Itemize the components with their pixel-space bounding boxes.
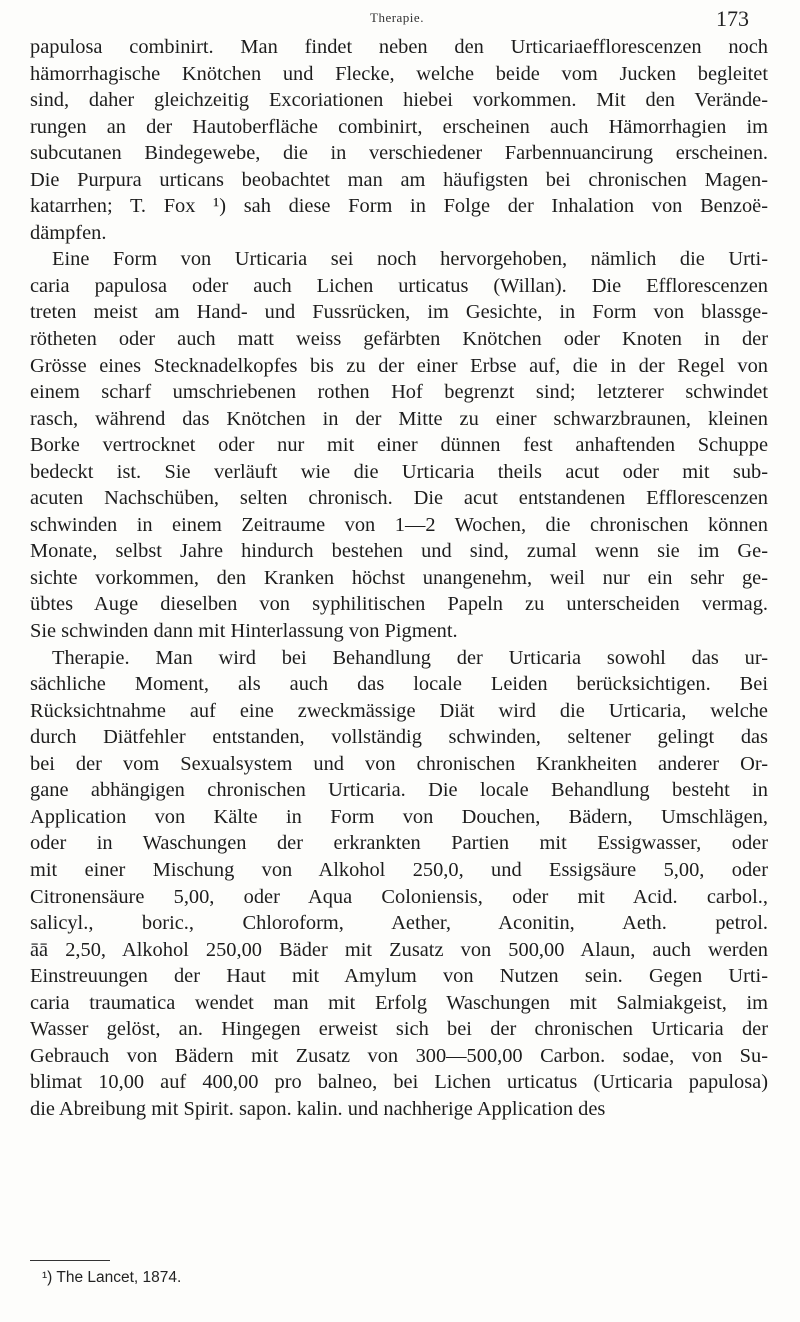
running-head: Therapie. bbox=[370, 10, 424, 25]
text-line: sichte vorkommen, den Kranken höchst unangenehm, weil nur ein sehr ge- bbox=[30, 566, 768, 589]
text-line: acuten Nachschüben, selten chronisch. Die acut entstandenen Efflorescenzen bbox=[30, 487, 768, 510]
text-line: die Abreibung mit Spirit. sapon. kalin. und nachherige Application des bbox=[30, 1097, 606, 1120]
text-line: Rücksichtnahme auf eine zweckmässige Diät wird die Urticaria, welche bbox=[30, 699, 768, 722]
text-line: mit einer Mischung von Alkohol 250,0, und Essigsäure 5,00, oder bbox=[30, 858, 768, 881]
text-line: Monate, selbst Jahre hindurch bestehen und sind, zumal wenn sie im Ge- bbox=[30, 540, 768, 563]
text-line: dämpfen. bbox=[30, 221, 107, 244]
text-line: rasch, während das Knötchen in der Mitte zu einer schwarzbraunen, kleinen bbox=[30, 407, 768, 430]
text-line: caria papulosa oder auch Lichen urticatus (Willan). Die Efflorescenzen bbox=[30, 274, 768, 297]
body-text bbox=[30, 34, 768, 1122]
text-line: āā 2,50, Alkohol 250,00 Bäder mit Zusatz von 500,00 Alaun, auch werden bbox=[30, 938, 768, 961]
text-line: sächliche Moment, als auch das locale Leiden berücksichtigen. Bei bbox=[30, 673, 768, 696]
text-line: Die Purpura urticans beobachtet man am häufigsten bei chronischen Magen- bbox=[30, 168, 768, 191]
text-line: Grösse eines Stecknadelkopfes bis zu der einer Erbse auf, die in der Regel von bbox=[30, 354, 768, 377]
text-line: durch Diätfehler entstanden, vollständig schwinden, seltener gelingt das bbox=[30, 726, 768, 749]
footnote-divider bbox=[30, 1260, 110, 1261]
text-line: einem scharf umschriebenen rothen Hof begrenzt sind; letzterer schwindet bbox=[30, 381, 768, 404]
text-line: Borke vertrocknet oder nur mit einer dünnen fest anhaftenden Schuppe bbox=[30, 434, 768, 457]
text-line: gane abhängigen chronischen Urticaria. Die locale Behandlung besteht in bbox=[30, 779, 768, 802]
text-line: Einstreuungen der Haut mit Amylum von Nutzen sein. Gegen Urti- bbox=[30, 965, 768, 988]
text-line: Gebrauch von Bädern mit Zusatz von 300—500,00 Carbon. sodae, von Su- bbox=[30, 1044, 768, 1067]
text-line: schwinden in einem Zeitraume von 1—2 Wochen, die chronischen können bbox=[30, 513, 768, 536]
text-line: blimat 10,00 auf 400,00 pro balneo, bei Lichen urticatus (Urticaria papulosa) bbox=[30, 1071, 768, 1094]
text-line: papulosa combinirt. Man findet neben den Urticariaefflorescenzen noch bbox=[30, 36, 768, 58]
text-line: rötheten oder auch matt weiss gefärbten Knötchen oder Knoten in der bbox=[30, 328, 768, 351]
text-line: Therapie. Man wird bei Behandlung der Urticaria sowohl das ur- bbox=[52, 646, 768, 669]
text-line: salicyl., boric., Chloroform, Aether, Aconitin, Aeth. petrol. bbox=[30, 912, 768, 935]
footnote: ¹) The Lancet, 1874. bbox=[42, 1269, 182, 1286]
text-line: caria traumatica wendet man mit Erfolg Waschungen mit Salmiakgeist, im bbox=[30, 991, 768, 1014]
text-line: hämorrhagische Knötchen und Flecke, welche beide vom Jucken begleitet bbox=[30, 62, 768, 85]
text-line: subcutanen Bindegewebe, die in verschiedener Farbennuancirung erscheinen. bbox=[30, 142, 768, 165]
text-line: Citronensäure 5,00, oder Aqua Coloniensis, oder mit Acid. carbol., bbox=[30, 885, 768, 908]
text-line: Eine Form von Urticaria sei noch hervorgehoben, nämlich die Urti- bbox=[52, 248, 768, 271]
text-line: Application von Kälte in Form von Douchen, Bädern, Umschlägen, bbox=[30, 805, 768, 828]
text-line: sind, daher gleichzeitig Excoriationen hiebei vorkommen. Mit den Verände- bbox=[30, 89, 768, 112]
text-line: bei der vom Sexualsystem und von chronischen Krankheiten anderer Or- bbox=[30, 752, 768, 775]
page-number: 173 bbox=[716, 6, 749, 31]
text-line: treten meist am Hand- und Fussrücken, im Gesichte, in Form von blassge- bbox=[30, 301, 768, 324]
text-line: Sie schwinden dann mit Hinterlassung von Pigment. bbox=[30, 620, 458, 643]
text-line: übtes Auge dieselben von syphilitischen Papeln zu unterscheiden vermag. bbox=[30, 593, 768, 616]
page-header bbox=[0, 6, 800, 32]
text-line: bedeckt ist. Sie verläuft wie die Urticaria theils acut oder mit sub- bbox=[30, 460, 768, 483]
text-line: Wasser gelöst, an. Hingegen erweist sich bei der chronischen Urticaria der bbox=[30, 1018, 768, 1041]
text-line: katarrhen; T. Fox ¹) sah diese Form in Folge der Inhalation von Benzoë- bbox=[30, 195, 768, 218]
text-line: rungen an der Hautoberfläche combinirt, erscheinen auch Hämorrhagien im bbox=[30, 115, 768, 138]
text-line: oder in Waschungen der erkrankten Partien mit Essigwasser, oder bbox=[30, 832, 768, 855]
